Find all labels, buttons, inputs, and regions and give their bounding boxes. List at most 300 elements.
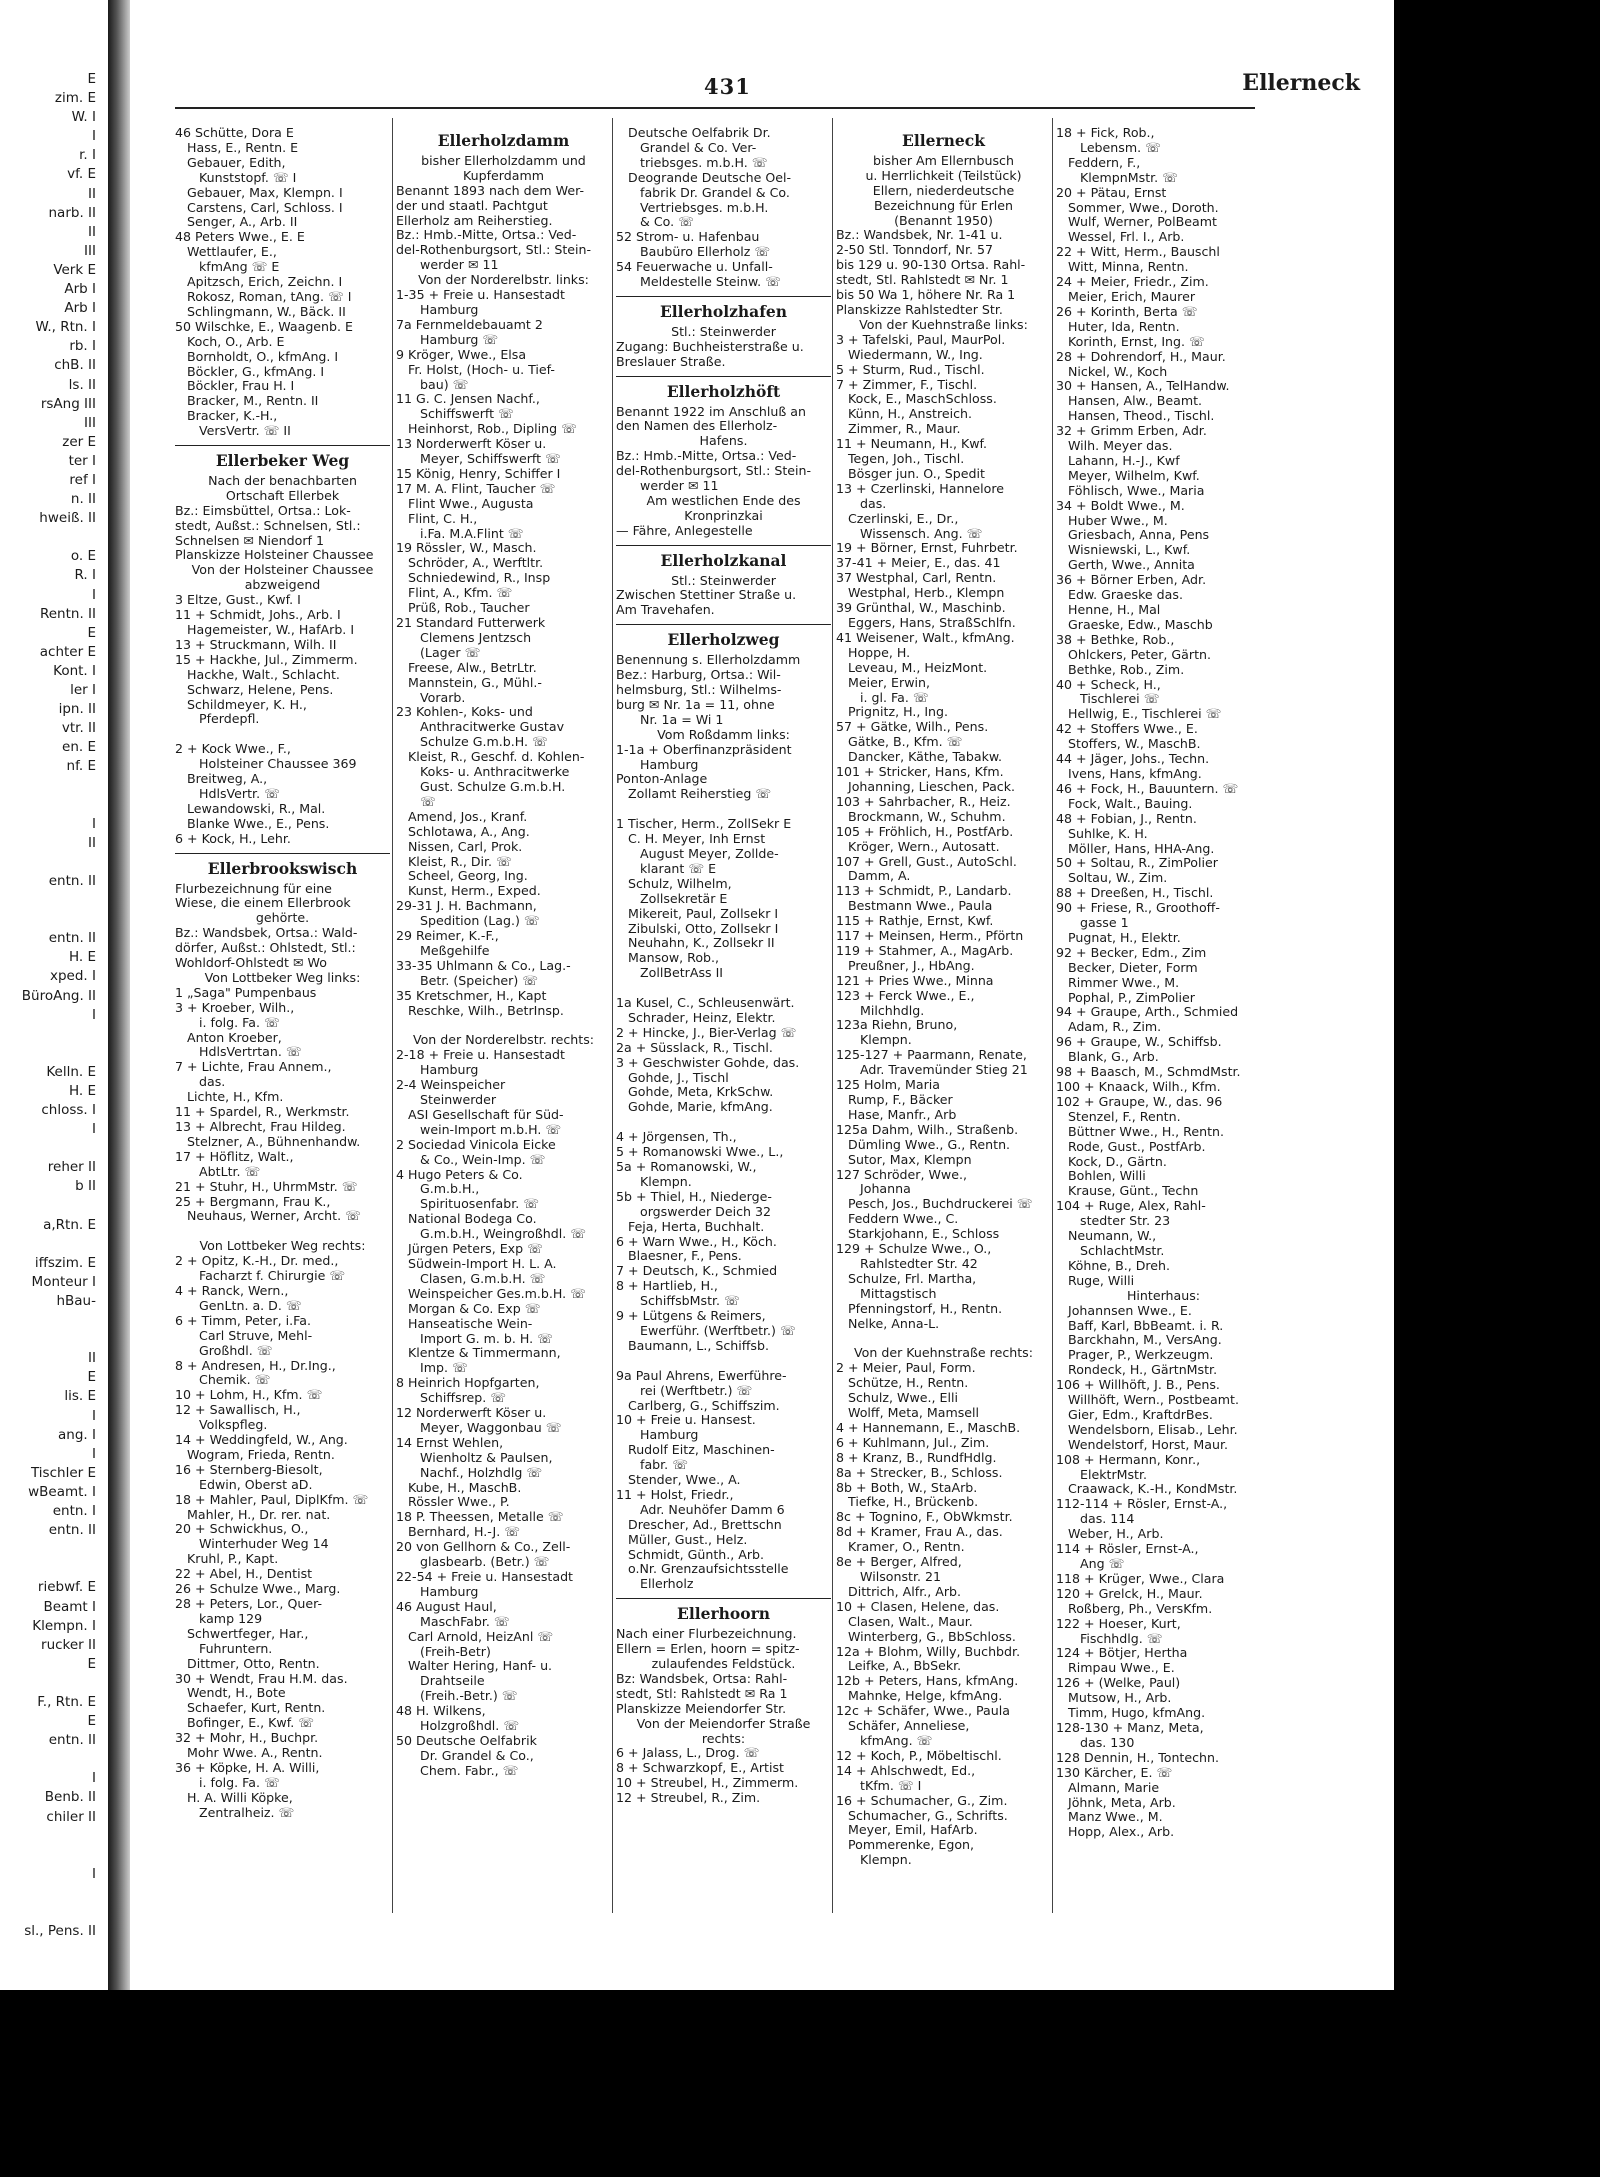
directory-entry: Holsteiner Chaussee 369 [175, 756, 357, 772]
directory-entry: Nelke, Anna-L. [836, 1315, 940, 1331]
street-note: Bezeichnung für Erlen [873, 197, 1014, 213]
directory-entry [616, 981, 831, 996]
directory-entry: Wienholtz & Paulsen, [396, 1449, 553, 1465]
directory-entry: Südwein-Import H. L. A. [396, 1255, 557, 1271]
directory-entry: o.Nr. Grenzaufsichtsstelle [616, 1561, 789, 1577]
directory-entry: Koks- u. Anthracitwerke [396, 764, 570, 780]
directory-entry: 14 Ernst Wehlen, [396, 1434, 504, 1450]
directory-entry: kfmAng. ☏ [836, 1732, 933, 1748]
directory-entry: Craawack, K.-H., KondMstr. [1056, 1481, 1238, 1497]
directory-entry: 88 + Dreeßen, H., Tischl. [1056, 885, 1214, 901]
directory-entry: 30 + Hansen, A., TelHandw. [1056, 378, 1230, 394]
directory-entry: Griesbach, Anna, Pens [1056, 527, 1210, 543]
directory-entry: 48 Peters Wwe., E. E [175, 229, 305, 245]
directory-entry: Lahann, H.-J., Kwf [1056, 452, 1180, 468]
directory-entry: Pommerenke, Egon, [836, 1837, 975, 1853]
directory-entry: Feja, Herta, Buchhalt. [616, 1218, 765, 1234]
directory-entry: Johanna [836, 1181, 911, 1197]
directory-entry: 6 + Jalass, L., Drog. ☏ [616, 1745, 760, 1761]
street-note: abzweigend [244, 577, 321, 593]
directory-entry [396, 1018, 611, 1033]
directory-entry: 28 + Dohrendorf, H., Maur. [1056, 348, 1226, 364]
directory-entry: 46 + Fock, H., Bauuntern. ☏ [1056, 780, 1239, 796]
facing-page-fragment: rsAng III [40, 395, 96, 412]
directory-entry: Meßgehilfe [396, 942, 490, 958]
directory-entry: 30 + Wendt, Frau H.M. das. [175, 1670, 348, 1686]
facing-page-fragment: Monteur I [31, 1273, 96, 1290]
facing-page-fragment: achter E [39, 643, 96, 660]
facing-page-fragment: entn. II [48, 1522, 96, 1539]
directory-entry: 5a + Romanowski, W., [616, 1159, 757, 1174]
directory-entry: Vorarb. [396, 689, 466, 705]
directory-entry: 92 + Becker, Edm., Zim [1056, 944, 1207, 960]
directory-entry: 8 Heinrich Hopfgarten, [396, 1375, 540, 1391]
facing-page-fragment: I [92, 128, 96, 145]
directory-entry: Zimmer, R., Maur. [836, 421, 961, 437]
directory-entry: 98 + Baasch, M., SchmdMstr. [1056, 1064, 1241, 1080]
directory-entry: 94 + Graupe, Arth., Schmied [1056, 1004, 1239, 1020]
directory-entry: 21 Standard Futterwerk [396, 615, 546, 630]
directory-entry: Westphal, Herb., Klempn [836, 585, 1005, 601]
directory-entry: Wissensch. Ang. ☏ [836, 525, 983, 541]
directory-entry: 2-18 + Freie u. Hansestadt [396, 1047, 565, 1063]
directory-entry: Walter Hering, Hanf- u. [396, 1658, 553, 1674]
directory-entry: Hansen, Alw., Beamt. [1056, 393, 1203, 409]
directory-entry: 26 + Korinth, Berta ☏ [1056, 303, 1198, 319]
directory-entry: Mahler, H., Dr. rer. nat. [175, 1506, 331, 1522]
directory-entry: 22-54 + Freie u. Hansestadt [396, 1569, 573, 1584]
directory-entry: Johanning, Lieschen, Pack. [836, 778, 1016, 794]
facing-page-fragment: ipn. II [58, 701, 96, 718]
section-divider [616, 296, 831, 297]
directory-entry: Nach einer Flurbezeichnung. [616, 1626, 797, 1642]
directory-entry: 17 M. A. Flint, Taucher ☏ [396, 480, 556, 496]
directory-entry: SchlachtMstr. [1056, 1242, 1165, 1258]
directory-entry: Föhlisch, Wwe., Maria [1056, 482, 1205, 498]
directory-entry: Edw. Graeske das. [1056, 587, 1183, 603]
directory-entry: 125 Holm, Maria [836, 1077, 940, 1093]
street-note: Hinterhaus: [1126, 1287, 1201, 1303]
directory-entry: Benannt 1922 im Anschluß an [616, 403, 806, 419]
directory-entry: Schildmeyer, K. H., [175, 696, 307, 712]
directory-entry: 9a Paul Ahrens, Ewerführe- [616, 1367, 787, 1383]
directory-entry: Henne, H., Mal [1056, 602, 1161, 617]
directory-entry [836, 1332, 1051, 1347]
directory-entry: Amend, Jos., Kranf. [396, 808, 528, 824]
directory-entry: 107 + Grell, Gust., AutoSchl. [836, 853, 1017, 869]
directory-entry: Nachf., Holzhdlg ☏ [396, 1464, 543, 1480]
facing-page-fragment: reher II [47, 1159, 96, 1176]
street-note: gehörte. [255, 910, 310, 926]
facing-page-fragment: Beamt I [43, 1598, 96, 1615]
directory-entry: 6 + Timm, Peter, i.Fa. [175, 1312, 311, 1328]
directory-entry: Scheel, Georg, Ing. [396, 868, 528, 884]
directory-entry: 10 + Clasen, Helene, das. [836, 1598, 1000, 1614]
facing-page-fragment: R. I [74, 567, 96, 584]
directory-entry: 39 Grünthal, W., Maschinb. [836, 600, 1006, 616]
directory-entry: Schulze, Frl. Martha, [836, 1270, 977, 1286]
directory-entry: C. H. Meyer, Inh Ernst [616, 831, 766, 847]
directory-entry: Wulf, Werner, PolBeamt [1056, 214, 1217, 230]
directory-entry: August Meyer, Zollde- [616, 845, 779, 861]
directory-entry: Rössler Wwe., P. [396, 1494, 510, 1510]
directory-entry: Benennung s. Ellerholzdamm [616, 652, 801, 668]
street-note: Hafens. [699, 433, 748, 449]
directory-entry: Deogrande Deutsche Oel- [616, 169, 792, 185]
directory-entry: ZollBetrAss II [616, 965, 724, 981]
directory-entry: orgswerder Deich 32 [616, 1203, 772, 1219]
directory-entry: Schäfer, Anneliese, [836, 1718, 970, 1734]
facing-page-edge [0, 70, 100, 1940]
directory-entry: Pfenningstorf, H., Rentn. [836, 1300, 1003, 1316]
directory-entry: Steinwerder [396, 1092, 497, 1107]
facing-page-fragment [0, 1846, 100, 1865]
directory-entry: 1a Kusel, C., Schleusenwärt. [616, 995, 795, 1011]
directory-entry: Dancker, Käthe, Tabakw. [836, 749, 1003, 765]
facing-page-fragment [0, 1540, 100, 1559]
directory-entry: 102 + Graupe, W., das. 96 [1056, 1093, 1223, 1109]
directory-entry: Stenzel, F., Rentn. [1056, 1108, 1181, 1124]
facing-page-fragment: riebwf. E [37, 1579, 96, 1596]
directory-entry: — Fähre, Anlegestelle [616, 522, 753, 538]
directory-entry: 3 Eltze, Gust., Kwf. I [175, 592, 301, 608]
directory-entry: Schulz, Wilhelm, [616, 875, 732, 891]
directory-entry: 35 Kretschmer, H., Kapt [396, 987, 547, 1003]
facing-page-fragment: sl., Pens. II [24, 1923, 96, 1940]
directory-entry: Milchhdlg. [836, 1002, 925, 1018]
directory-entry: 2a + Süsslack, R., Tischl. [616, 1039, 773, 1055]
directory-entry: 8b + Both, W., StaArb. [836, 1479, 978, 1495]
directory-entry: Deutsche Oelfabrik Dr. [616, 125, 771, 140]
directory-entry: 32 + Grimm Erben, Adr. [1056, 423, 1207, 439]
directory-entry: & Co., Wein-Imp. ☏ [396, 1151, 546, 1167]
directory-entry: Ruge, Willi [1056, 1272, 1135, 1288]
directory-entry: VersVertr. ☏ II [175, 423, 291, 439]
book-spine-shadow [108, 0, 130, 1990]
directory-entry: (Freih.-Betr.) ☏ [396, 1688, 518, 1704]
directory-entry: ASI Gesellschaft für Süd- [396, 1106, 564, 1122]
directory-entry: Prignitz, H., Ing. [836, 704, 949, 720]
directory-entry: 119 + Stahmer, A., MagArb. [836, 942, 1014, 958]
directory-entry: Koch, O., Arb. E [175, 333, 285, 349]
directory-entry: Rode, Gust., PostfArb. [1056, 1138, 1206, 1154]
facing-page-fragment: I [92, 815, 96, 832]
directory-entry: Wendelsborn, Elisab., Lehr. [1056, 1421, 1238, 1437]
directory-entry: Bez.: Harburg, Ortsa.: Wil- [616, 667, 781, 683]
directory-entry: Bethke, Rob., Zim. [1056, 661, 1185, 677]
directory-entry: Rahlstedter Str. 42 [836, 1255, 978, 1271]
directory-entry: 2 + Hincke, J., Bier-Verlag ☏ [616, 1024, 797, 1040]
directory-entry: 105 + Fröhlich, H., PostfArb. [836, 823, 1014, 839]
facing-page-fragment: I [92, 1006, 96, 1023]
facing-page-fragment: BüroAng. II [21, 987, 96, 1004]
directory-entry: 10 + Freie u. Hansest. [616, 1412, 756, 1428]
directory-entry: Senger, A., Arb. II [175, 214, 298, 230]
directory-entry: Klempn. [836, 1032, 912, 1048]
directory-entry: Zwischen Stettiner Straße u. [616, 587, 797, 603]
directory-entry: Fock, Walt., Bauing. [1056, 795, 1193, 811]
directory-entry: Manz Wwe., M. [1056, 1809, 1163, 1825]
directory-entry: 10 + Streubel, H., Zimmerm. [616, 1775, 799, 1791]
scan-border-right [1394, 0, 1600, 2177]
directory-entry: Meier, Erwin, [836, 674, 930, 690]
directory-entry: Möller, Hans, HHA-Ang. [1056, 840, 1215, 856]
section-divider [616, 624, 831, 625]
directory-entry: 128 Dennin, H., Tontechn. [1056, 1749, 1220, 1765]
directory-entry: Zentralheiz. ☏ [175, 1804, 295, 1820]
directory-entry: Klentze & Timmermann, [396, 1345, 561, 1361]
directory-entry: 108 + Hermann, Konr., [1056, 1451, 1201, 1467]
directory-entry [175, 727, 390, 742]
directory-entry: 28 + Peters, Lor., Quer- [175, 1596, 322, 1611]
directory-entry: rei (Werftbetr.) ☏ [616, 1382, 753, 1398]
directory-entry: G.m.b.H., Weingroßhdl. ☏ [396, 1226, 587, 1242]
street-note: Stl.: Steinwerder [671, 572, 776, 588]
directory-entry: Stender, Wwe., A. [616, 1472, 741, 1488]
directory-column-4 [836, 126, 1051, 1868]
directory-entry: Schrader, Heinz, Elektr. [616, 1009, 776, 1025]
facing-page-fragment [0, 1674, 100, 1693]
directory-entry: Wolff, Meta, Mamsell [836, 1405, 980, 1421]
facing-page-fragment: W. I [71, 109, 96, 126]
directory-entry: 23 Kohlen-, Koks- und [396, 704, 533, 720]
directory-entry: Drahtseile [396, 1673, 485, 1689]
facing-page-fragment: Kont. I [53, 662, 96, 679]
directory-entry: 13 + Struckmann, Wilh. II [175, 636, 337, 652]
directory-entry: fabr. ☏ [616, 1457, 688, 1473]
street-note: bisher Am Ellernbusch [873, 152, 1014, 168]
directory-entry: 11 + Holst, Friedr., [616, 1486, 734, 1502]
directory-entry: Schulz, Wwe., Elli [836, 1390, 958, 1406]
facing-page-fragment: H. E [68, 1082, 96, 1099]
directory-entry: Korinth, Ernst, Ing. ☏ [1056, 333, 1205, 349]
directory-entry: 13 + Czerlinski, Hannelore [836, 480, 1005, 496]
directory-entry: 4 Hugo Peters & Co. [396, 1166, 523, 1182]
directory-entry: Am Travehafen. [616, 602, 715, 618]
directory-entry: Nissen, Carl, Prok. [396, 838, 523, 854]
directory-entry: Künn, H., Anstreich. [836, 406, 973, 422]
street-heading: Ellerholzhafen [659, 301, 788, 321]
directory-entry: 1-1a + Oberfinanzpräsident [616, 741, 792, 757]
directory-entry: Kramer, O., Rentn. [836, 1539, 965, 1555]
directory-entry: 32 + Mohr, H., Buchpr. [175, 1730, 319, 1746]
directory-entry: Ewerführ. (Werftbetr.) ☏ [616, 1322, 796, 1338]
directory-entry: Krause, Günt., Techn [1056, 1183, 1199, 1199]
directory-entry: 18 + Fick, Rob., [1056, 125, 1155, 140]
section-divider [616, 545, 831, 546]
directory-entry: Meier, Erich, Maurer [1056, 288, 1195, 304]
facing-page-fragment: F., Rtn. E [37, 1693, 96, 1710]
directory-entry: klarant ☏ E [616, 860, 717, 876]
directory-entry: 103 + Sahrbacher, R., Heiz. [836, 793, 1011, 809]
directory-entry: Planskizze Rahlstedter Str. [836, 301, 1003, 317]
directory-entry: Wohldorf-Ohlstedt ✉ Wo [175, 955, 327, 971]
directory-entry: 120 + Grelck, H., Maur. [1056, 1585, 1203, 1601]
section-divider [616, 376, 831, 377]
directory-entry: 121 + Pries Wwe., Minna [836, 972, 994, 988]
directory-entry: Breitweg, A., [175, 771, 268, 787]
directory-entry: Wendt, H., Bote [175, 1685, 286, 1701]
facing-page-fragment: entn. I [52, 1503, 96, 1520]
directory-entry: 3 + Geschwister Gohde, das. [616, 1054, 800, 1070]
directory-entry: Jürgen Peters, Exp ☏ [396, 1241, 543, 1257]
directory-entry: Flint, C. H., [396, 510, 478, 526]
directory-entry: Barckhahn, M., VersAng. [1056, 1332, 1222, 1348]
directory-entry: Schlingmann, W., Bäck. II [175, 303, 346, 319]
directory-entry: 48 + Fobian, J., Rentn. [1056, 810, 1197, 826]
directory-entry: Schwarz, Helene, Pens. [175, 681, 334, 697]
directory-entry: 13 + Albrecht, Frau Hildeg. [175, 1119, 346, 1134]
directory-entry: 48 H. Wilkens, [396, 1703, 486, 1719]
directory-entry: (Freih-Betr) [396, 1643, 491, 1659]
directory-entry: Starkjohann, E., Schloss [836, 1226, 1000, 1242]
directory-entry: Köhne, B., Dreh. [1056, 1257, 1171, 1273]
directory-entry: National Bodega Co. [396, 1211, 537, 1227]
directory-entry: 9 + Lütgens & Reimers, [616, 1308, 766, 1324]
street-heading: Ellerholzdamm [437, 131, 570, 150]
facing-page-fragment: I [92, 586, 96, 603]
directory-entry: Morgan & Co. Exp ☏ [396, 1300, 541, 1316]
directory-entry: Kock, D., Gärtn. [1056, 1153, 1167, 1169]
directory-entry: 57 + Gätke, Wilh., Pens. [836, 719, 989, 735]
directory-entry: Böckler, G., kfmAng. I [175, 363, 325, 379]
facing-page-fragment: ler I [70, 682, 96, 698]
directory-entry: Carl Arnold, HeizAnl ☏ [396, 1628, 554, 1644]
facing-page-fragment: I [92, 1121, 96, 1138]
directory-entry: 128-130 + Manz, Meta, [1056, 1719, 1204, 1735]
directory-entry: 25 + Bergmann, Frau K., [175, 1193, 331, 1209]
directory-entry: 22 + Witt, Herm., Bauschl [1056, 244, 1220, 260]
directory-entry: Heinhorst, Rob., Dipling ☏ [396, 421, 577, 437]
directory-entry: Rokosz, Roman, tAng. ☏ I [175, 288, 352, 304]
facing-page-fragment: Arb I [64, 300, 96, 317]
directory-entry: Bracker, K.-H., [175, 408, 278, 424]
facing-page-fragment: vf. E [67, 166, 96, 183]
directory-entry: Schnelsen ✉ Niendorf 1 [175, 532, 324, 548]
directory-entry: Müller, Gust., Helz. [616, 1531, 748, 1547]
street-note: Von der Norderelbstr. links: [418, 272, 589, 288]
directory-entry: H. A. Willi Köpke, [175, 1789, 293, 1805]
directory-entry: HdlsVertr. ☏ [175, 785, 280, 801]
directory-entry: Ponton-Anlage [616, 771, 708, 787]
directory-entry: Huber Wwe., M. [1056, 512, 1168, 528]
directory-entry: Fuhruntern. [175, 1640, 273, 1656]
directory-entry: 101 + Stricker, Hans, Kfm. [836, 764, 1004, 780]
directory-entry: 123 + Ferck Wwe., E., [836, 987, 975, 1003]
directory-entry: 37-41 + Meier, E., das. 41 [836, 555, 1001, 571]
directory-entry: 2-4 Weinspeicher [396, 1077, 506, 1093]
directory-entry: Dümling Wwe., G., Rentn. [836, 1136, 1011, 1152]
directory-entry: Bösger jun. O., Spedit [836, 465, 985, 481]
directory-entry: Betr. (Speicher) ☏ [396, 972, 539, 988]
directory-entry: Hagemeister, W., HafArb. I [175, 622, 355, 637]
directory-entry: 1-35 + Freie u. Hansestadt [396, 287, 565, 303]
directory-entry: Wiedermann, W., Ing. [836, 346, 983, 362]
street-note: bisher Ellerholzdamm und [421, 152, 586, 168]
directory-entry: Wettlaufer, E., [175, 244, 277, 260]
directory-entry: Timm, Hugo, kfmAng. [1056, 1705, 1206, 1721]
directory-entry: GenLtn. a. D. ☏ [175, 1297, 302, 1313]
directory-entry: 6 + Warn Wwe., H., Köch. [616, 1233, 777, 1249]
directory-entry: 8d + Kramer, Frau A., das. [836, 1524, 1003, 1540]
street-note: rechts: [701, 1730, 746, 1746]
directory-entry: Sutor, Max, Klempn [836, 1151, 972, 1167]
directory-entry: Stelzner, A., Bühnenhandw. [175, 1133, 361, 1149]
facing-page-fragment [0, 776, 100, 795]
street-heading: Ellerneck [902, 131, 985, 150]
directory-entry: Import G. m. b. H. ☏ [396, 1330, 553, 1346]
directory-entry: Wisniewski, L., Kwf. [1056, 542, 1191, 558]
directory-entry: Flurbezeichnung für eine [175, 880, 332, 896]
directory-entry: 29-31 J. H. Bachmann, [396, 898, 537, 914]
directory-entry: 117 + Meinsen, Herm., Pförtn [836, 928, 1024, 944]
directory-entry: Ivens, Hans, kfmAng. [1056, 765, 1202, 781]
directory-entry: 52 Strom- u. Hafenbau [616, 229, 760, 245]
facing-page-fragment: rucker II [41, 1636, 96, 1653]
facing-page-fragment: a,Rtn. E [43, 1216, 96, 1233]
directory-entry: Pesch, Jos., Buchdruckerei ☏ [836, 1196, 1033, 1212]
street-note: Nach der benachbarten [208, 472, 357, 488]
directory-entry [175, 1224, 390, 1239]
facing-page-fragment: lis. E [64, 1388, 96, 1405]
facing-page-fragment: zer E [62, 433, 96, 450]
facing-page-fragment [0, 1903, 100, 1922]
directory-entry: 10 + Lohm, H., Kfm. ☏ [175, 1387, 323, 1403]
facing-page-fragment: Verk E [53, 261, 96, 278]
directory-entry: 4 + Jörgensen, Th., [616, 1129, 737, 1145]
street-heading: Ellerbeker Weg [215, 451, 350, 471]
directory-entry: Ellerholz [616, 1576, 694, 1592]
directory-entry: Schmidt, Günth., Arb. [616, 1546, 765, 1562]
street-note: Von Lottbeker Weg rechts: [199, 1238, 366, 1254]
directory-entry: Chemik. ☏ [175, 1372, 271, 1388]
directory-entry: Kunststopf. ☏ I [175, 169, 297, 185]
directory-entry: 18 + Mahler, Paul, DiplKfm. ☏ [175, 1491, 369, 1507]
facing-page-fragment: Arb I [64, 281, 96, 298]
directory-entry: Weber, H., Arb. [1056, 1526, 1164, 1542]
directory-entry: i.Fa. M.A.Flint ☏ [396, 525, 524, 541]
directory-entry: Anton Kroeber, [175, 1029, 282, 1045]
directory-entry: 6 + Kuhlmann, Jul., Zim. [836, 1434, 990, 1450]
directory-entry: Gohde, Meta, KrkSchw. [616, 1084, 774, 1100]
directory-entry: Kröger, Wern., Autosatt. [836, 838, 1000, 854]
directory-entry: Wendelstorf, Horst, Maur. [1056, 1436, 1228, 1452]
directory-entry: 5b + Thiel, H., Niederge- [616, 1188, 772, 1204]
directory-entry: 54 Feuerwache u. Unfall- [616, 259, 773, 275]
directory-entry: 104 + Ruge, Alex, Rahl- [1056, 1198, 1206, 1214]
directory-entry: Wiese, die einem Ellerbrook [175, 895, 351, 911]
directory-entry: 36 + Börner Erben, Adr. [1056, 572, 1207, 588]
directory-entry: 5 + Sturm, Rud., Tischl. [836, 361, 985, 377]
directory-entry: 14 + Ahlschwedt, Ed., [836, 1762, 976, 1778]
directory-entry: Ellern = Erlen, hoorn = spitz- [616, 1641, 800, 1657]
directory-entry: 2-50 Stl. Tonndorf, Nr. 57 [836, 242, 994, 258]
directory-entry: i. folg. Fa. ☏ [175, 1774, 280, 1790]
directory-entry: Bz.: Hmb.-Mitte, Ortsa.: Ved- [396, 227, 577, 243]
facing-page-fragment: ang. I [58, 1426, 96, 1443]
directory-entry: Lichte, H., Kfm. [175, 1089, 284, 1105]
directory-entry: Baumann, L., Schiffsb. [616, 1337, 769, 1353]
directory-entry: 2 + Opitz, K.-H., Dr. med., [175, 1253, 339, 1269]
directory-entry: Gätke, B., Kfm. ☏ [836, 734, 963, 750]
directory-entry: Bz.: Wandsbek, Nr. 1-41 u. [836, 227, 1003, 243]
directory-entry: 15 König, Henry, Schiffer I [396, 465, 561, 481]
street-note: Von der Kuehnstraße rechts: [854, 1345, 1033, 1361]
directory-entry: Clemens Jentzsch [396, 629, 532, 645]
directory-entry: 36 + Köpke, H. A. Willi, [175, 1759, 320, 1775]
directory-entry: stedt, Stl: Rahlstedt ✉ Ra 1 [616, 1685, 788, 1701]
directory-entry: Damm, A. [836, 868, 911, 884]
